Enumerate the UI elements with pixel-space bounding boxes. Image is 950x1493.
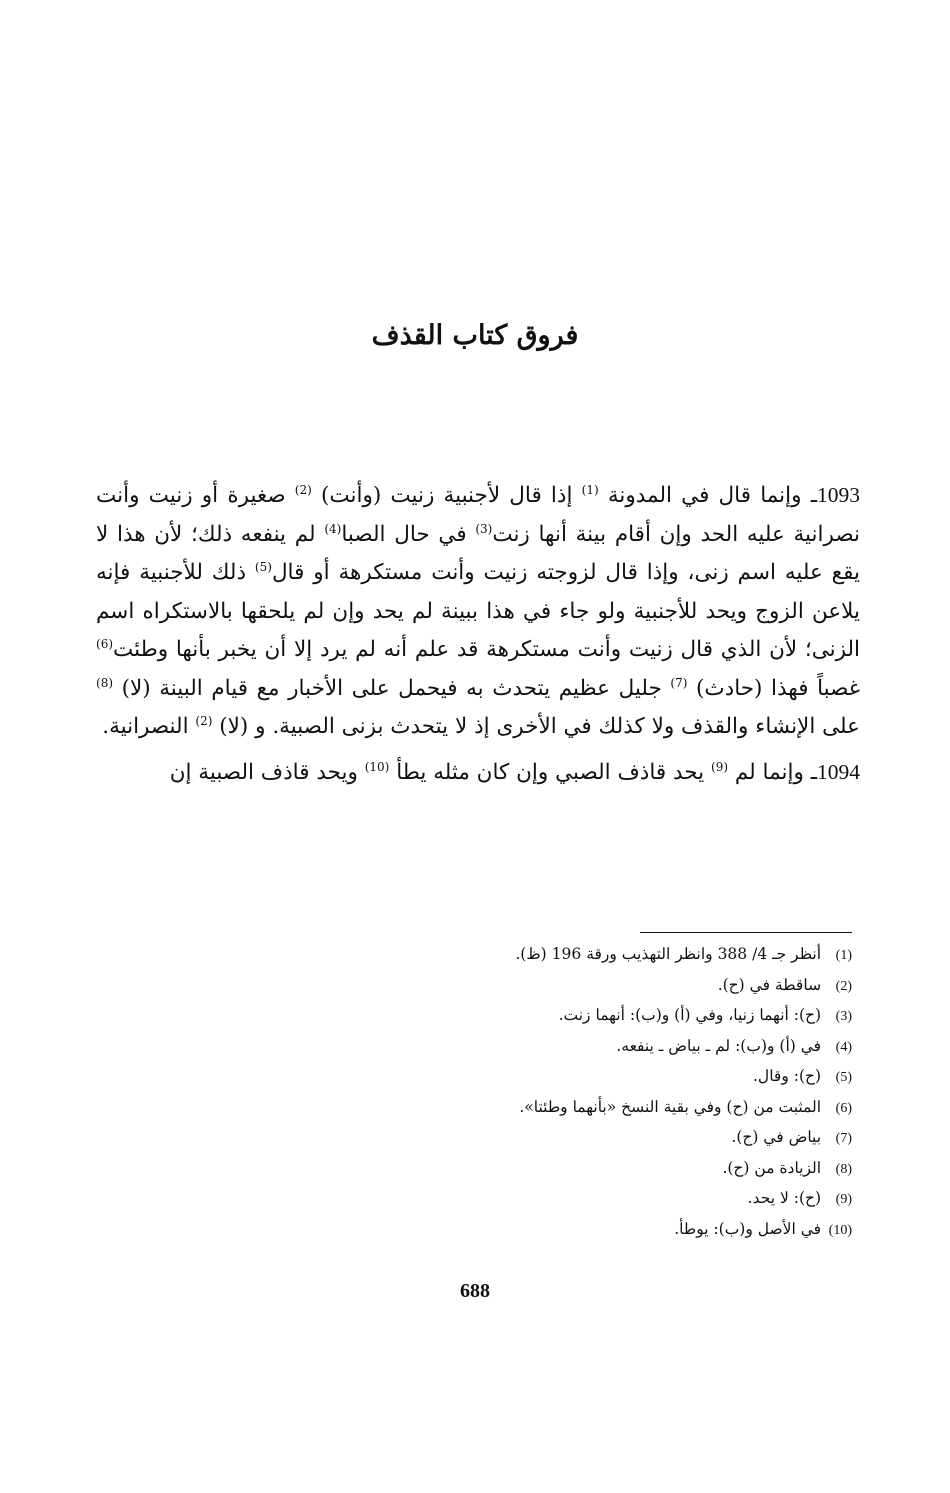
footnote-text: أنظر جـ 4/ 388 وانظر التهذيب ورقة 196 (ظ). <box>515 945 822 963</box>
footnote-number: (1) <box>835 948 852 963</box>
footnote-number: (3) <box>835 1009 852 1024</box>
text-run: جليل عظيم يتحدث به فيحمل على الأخبار مع قيام البينة (لا) <box>113 675 671 701</box>
footnote-text: (ح): لا يحد. <box>747 1189 822 1207</box>
footnote-reference: (1) <box>581 482 599 497</box>
text-run: ـ وإنما قال في المدونة <box>598 483 817 508</box>
text-run: ـ وإنما لم <box>728 759 817 785</box>
chapter-title: فروق كتاب القذف <box>371 320 579 351</box>
footnote-text: المثبت من (ح) وفي بقية النسخ «بأنهما وطئتا». <box>519 1097 822 1116</box>
paragraph-1093 <box>96 476 860 747</box>
footnote-number: (6) <box>835 1100 852 1116</box>
text-run: النصرانية. <box>102 714 196 739</box>
footnote-text: (ح): وقال. <box>753 1067 822 1085</box>
footnote-text: الزيادة من (ح). <box>722 1158 822 1177</box>
text-run: إذا قال لأجنبية زنيت (وأنت) <box>311 483 582 508</box>
footnote-reference: (3) <box>475 521 493 536</box>
footnote-reference: (6) <box>96 636 114 651</box>
footnote <box>180 1062 852 1093</box>
footnote-reference: (7) <box>670 675 688 690</box>
footnote-text: ساقطة في (ح). <box>717 975 822 994</box>
footnote-reference: (9) <box>711 759 729 774</box>
text-run: على الإنشاء والقذف ولا كذلك في الأخرى إذ لا يتحدث بزنى الصبية. و (لا) <box>212 714 860 739</box>
footnote-number: (7) <box>835 1131 852 1146</box>
footnote-number: (4) <box>835 1039 852 1055</box>
paragraph-number: 1094 <box>817 759 860 784</box>
footnote-reference: (2) <box>195 713 213 728</box>
paragraph-number: 1093 <box>817 483 860 507</box>
footnote <box>180 1001 852 1032</box>
footnote <box>180 1154 852 1185</box>
text-run: ويحد قاذف الصبية إن <box>169 759 365 785</box>
footnote <box>180 940 852 971</box>
footnote-number: (8) <box>835 1161 852 1177</box>
text-run: في حال الصبا <box>341 521 476 547</box>
footnote <box>180 971 852 1002</box>
footnotes <box>180 940 852 1245</box>
footnote <box>180 1093 852 1124</box>
text-run: لم ينفعه ذلك؛ لأن هذا لا يقع عليه اسم زنى، وإذا قال لزوجته زنيت وأنت مستكرهة أو قال <box>96 521 860 585</box>
footnote-number: (2) <box>835 978 852 994</box>
footnote-text: في (أ) و(ب): لم ـ بياض ـ ينفعه. <box>616 1036 822 1055</box>
footnote <box>180 1215 852 1246</box>
footnote-text: (ح): أنهما زنيا، وفي (أ) و(ب): أنهما زنت. <box>558 1006 822 1024</box>
footnote <box>180 1032 852 1063</box>
text-run: صغيرة أو زنيت وأنت نصرانية عليه الحد وإن أقام بينة أنها زنت <box>96 483 860 547</box>
main-text <box>96 476 860 792</box>
text-run: ذلك للأجنبية فإنه يلاعن الزوج ويحد للأجنبية ولو جاء في هذا ببينة لم يحد وإن لم يلحقها بالاستكراه اسم الزنى؛ لأن الذي قال زنيت وأنت مستكرهة قد علم أنه لم يرد إلا أن يخبر بأنها وطئت <box>96 560 860 662</box>
footnote-reference: (5) <box>254 559 272 574</box>
footnote-reference: (10) <box>364 759 390 774</box>
footnote-reference: (8) <box>96 675 114 690</box>
footnote-reference: (2) <box>294 482 312 497</box>
footnote-text: بياض في (ح). <box>731 1128 822 1146</box>
footnote-text: في الأصل و(ب): يوطأ. <box>674 1219 822 1238</box>
page-number: 688 <box>460 1280 490 1302</box>
footnote-separator <box>640 932 852 933</box>
footnote-number: (5) <box>835 1070 852 1085</box>
text-run: غصباً فهذا (حادث) <box>687 675 860 701</box>
footnote-number: (10) <box>828 1222 852 1238</box>
footnote <box>180 1184 852 1215</box>
footnote-reference: (4) <box>324 521 342 536</box>
footnote <box>180 1123 852 1154</box>
paragraph-1094 <box>96 753 860 793</box>
text-run: يحد قاذف الصبي وإن كان مثله يطأ <box>389 759 711 785</box>
footnote-number: (9) <box>835 1192 852 1207</box>
